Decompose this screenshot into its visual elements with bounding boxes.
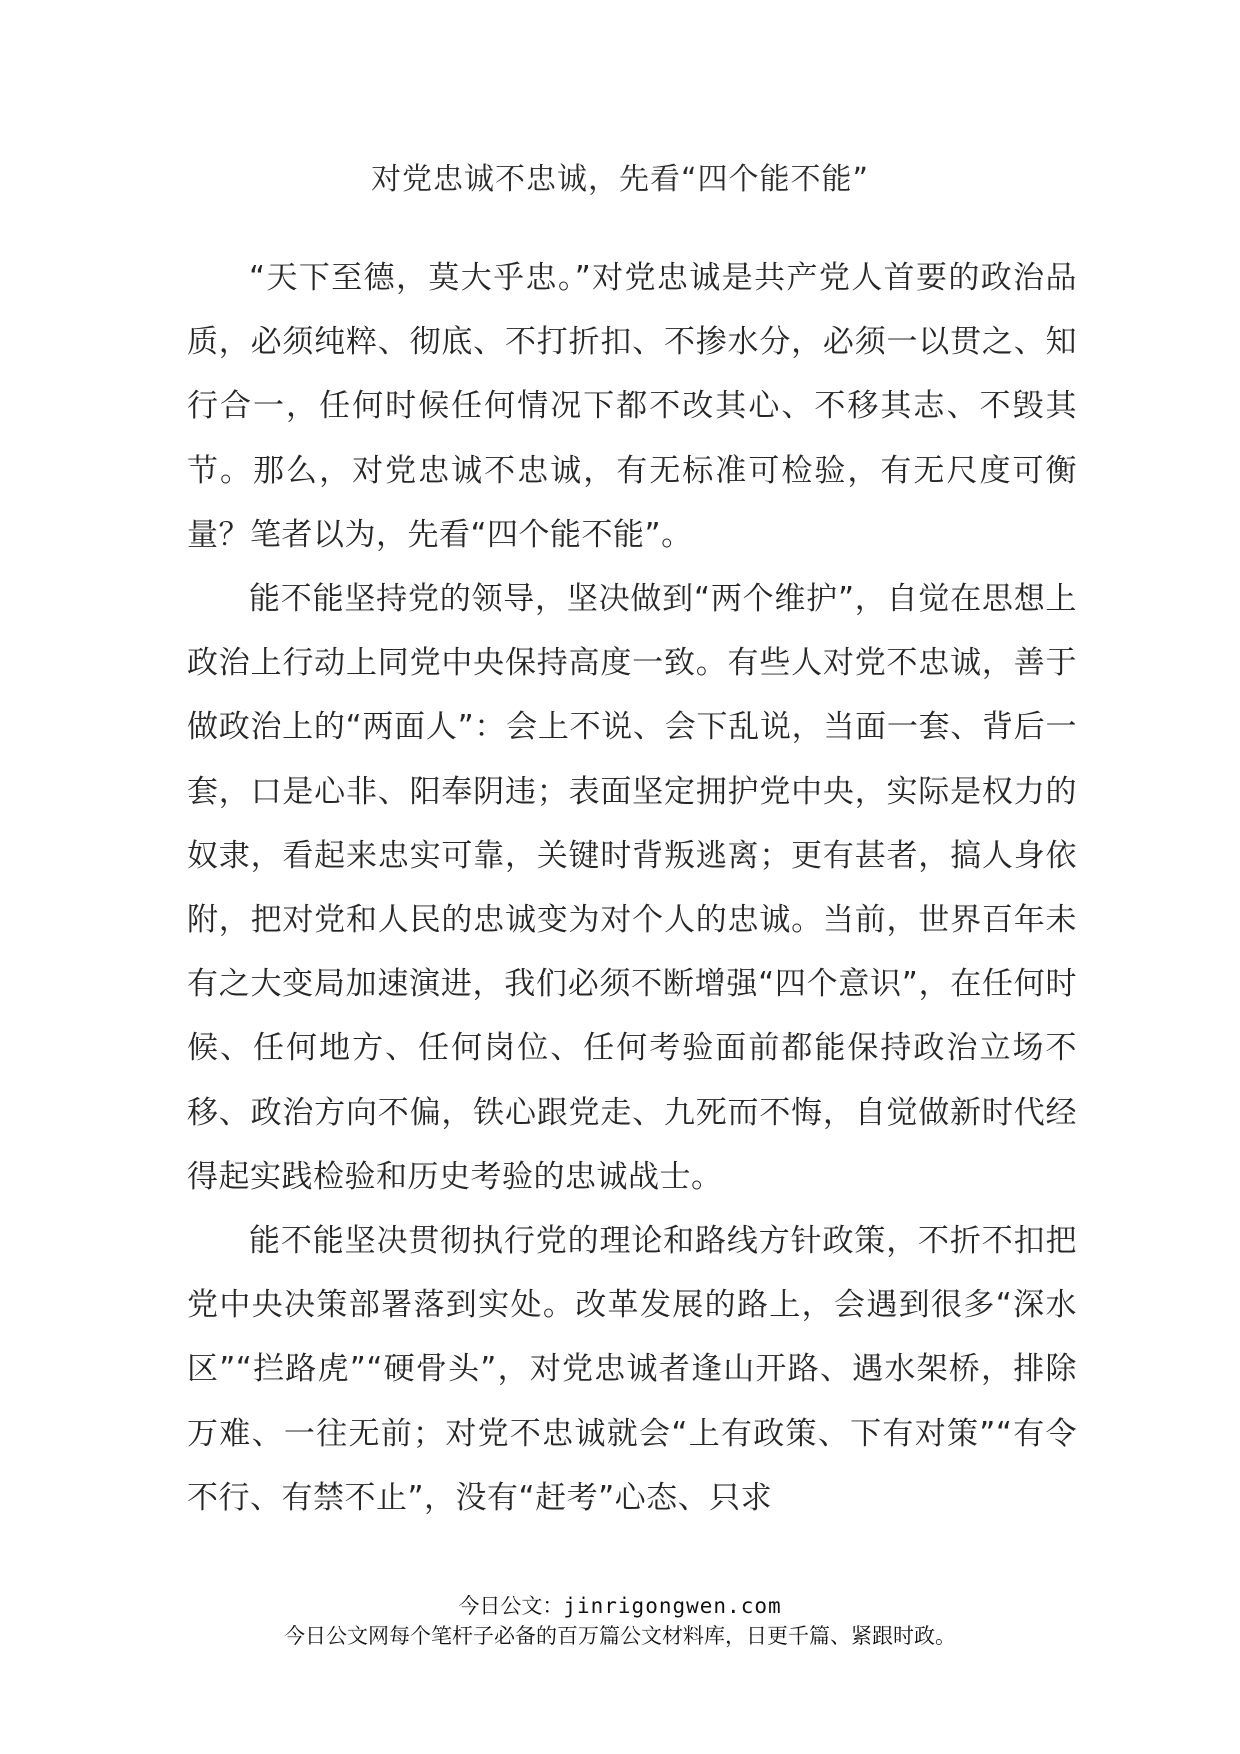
document-body (187, 246, 1077, 1530)
footer-site-line (0, 1591, 1240, 1621)
document-title: 对党忠诚不忠诚，先看“四个能不能” (370, 162, 870, 197)
paragraph-2: 能不能坚持党的领导，坚决做到“两个维护”，自觉在思想上政治上行动上同党中央保持高度一致。有些人对党不忠诚，善于做政治上的“两面人”：会上不说、会下乱说，当面一套、背后一套，口是心非、阳奉阴违；表面坚定拥护党中央，实际是权力的奴隶，看起来忠实可靠，关键时背叛逃离；更有甚者，搞人身依附，把对党和人民的忠诚变为对个人的忠诚。当前，世界百年未有之大变局加速演进，我们必须不断增强“四个意识”，在任何时候、任何地方、任何岗位、任何考验面前都能保持政治立场不移、政治方向不偏，铁心跟党走、九死而不悔，自觉做新时代经得起实践检验和历史考验的忠诚战士。 (187, 581, 1077, 1195)
footer-label: 今日公文： (458, 1594, 564, 1618)
footer-site-link[interactable]: jinrigongwen.com (563, 1594, 782, 1618)
footer-slogan: 今日公文网每个笔杆子必备的百万篇公文材料库，日更千篇、紧跟时政。 (284, 1624, 956, 1648)
paragraph-1: “天下至德，莫大乎忠。”对党忠诚是共产党人首要的政治品质，必须纯粹、彻底、不打折扣、不掺水分，必须一以贯之、知行合一，任何时候任何情况下都不改其心、不移其志、不毁其节。那么，对党忠诚不忠诚，有无标准可检验，有无尺度可衡量？笔者以为，先看“四个能不能”。 (187, 260, 1077, 553)
paragraph-3: 能不能坚决贯彻执行党的理论和路线方针政策，不折不扣把党中央决策部署落到实处。改革发展的路上，会遇到很多“深水区”“拦路虎”“硬骨头”，对党忠诚者逢山开路、遇水架桥，排除万难、一往无前；对党不忠诚就会“上有政策、下有对策”“有令不行、有禁不止”，没有“赶考”心态、只求 (187, 1223, 1077, 1516)
